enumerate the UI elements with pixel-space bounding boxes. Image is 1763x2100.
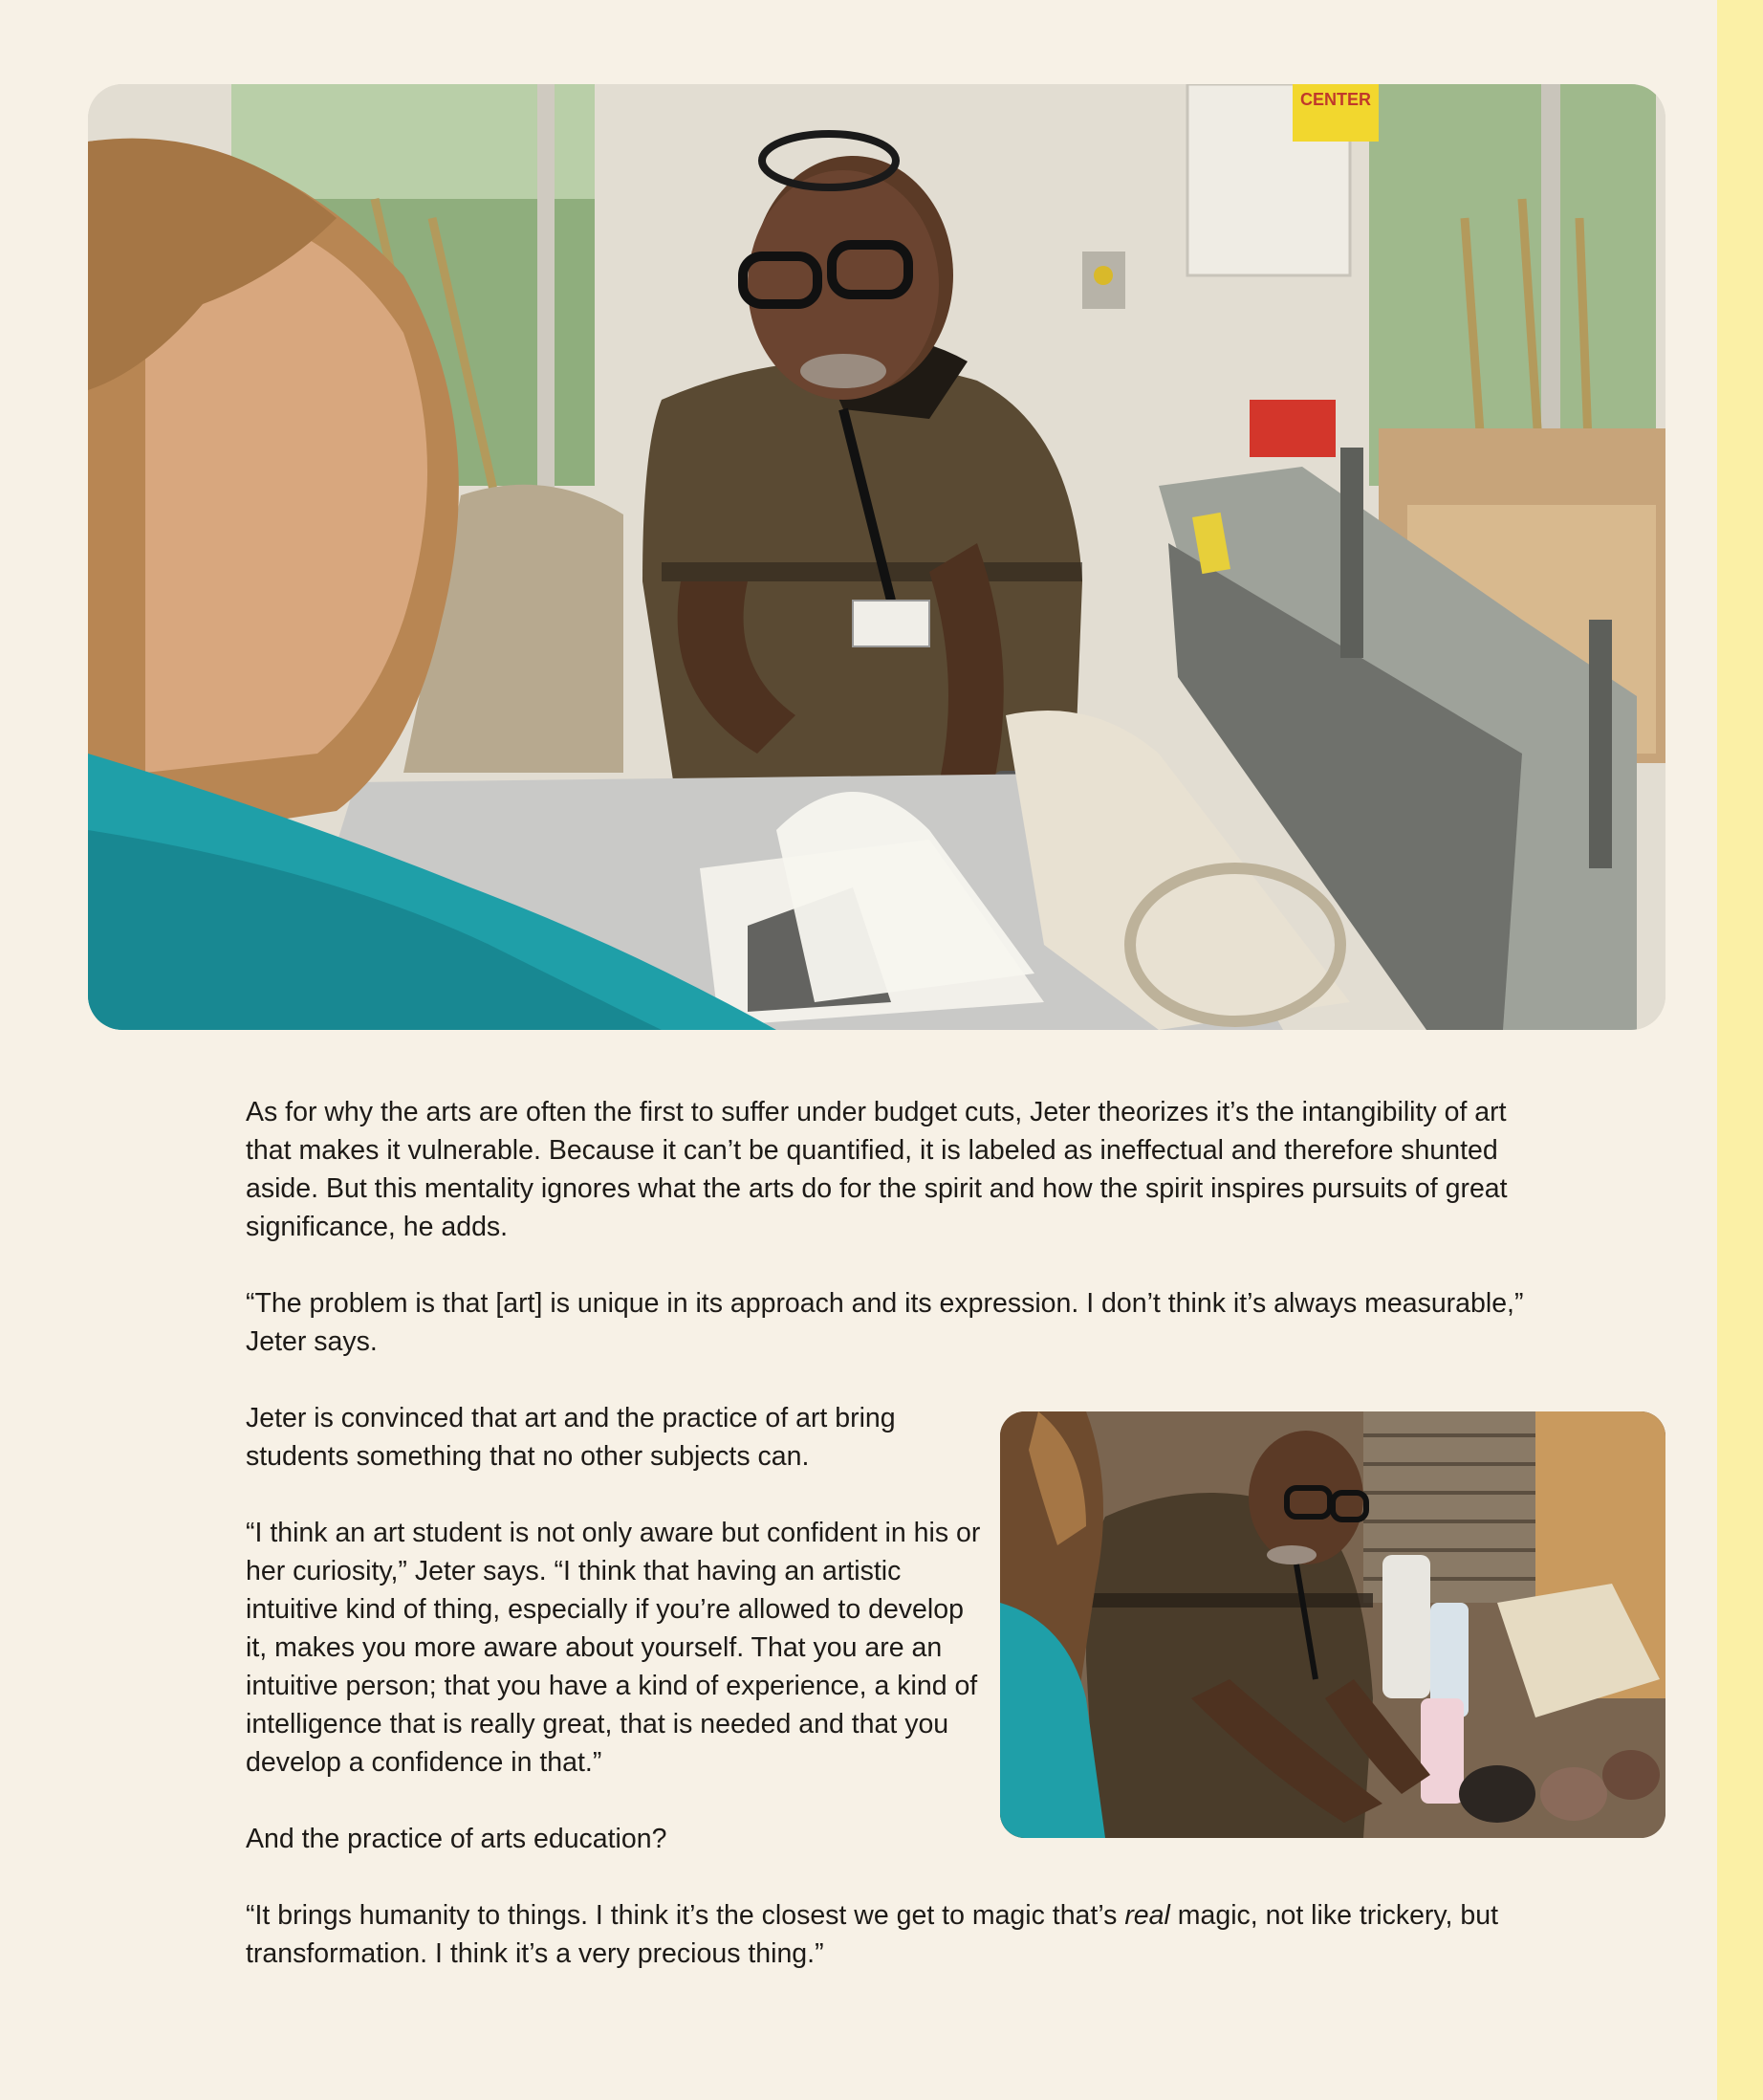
secondary-photo-illustration	[1000, 1411, 1665, 1838]
side-color-strip	[1717, 0, 1763, 2100]
main-photo	[88, 84, 1665, 1030]
article-paragraph-2: “The problem is that [art] is unique in its approach and its expression. I don’t think it’s always measurable,” Jeter says.	[246, 1288, 1524, 1357]
center-sign-text: CENTER	[1300, 90, 1372, 109]
paragraph-6-emphasis: real	[1124, 1900, 1170, 1931]
article-paragraph-4: “I think an art student is not only aware but confident in his or her curiosity,” Jeter says. “I think that having an artistic intuitive kind of thing, especially if you’re allowed to develop it, makes you more aware about yourself. That you are an intuitive person; that you have a kind of experience, a kind of intelligence that is really great, that is needed and that you develop a confidence in that.”	[246, 1518, 981, 1778]
secondary-photo	[1000, 1411, 1665, 1838]
article-paragraph-3: Jeter is convinced that art and the practice of art bring students something that no other subjects can.	[246, 1403, 896, 1472]
paragraph-6-tail: magic, not like trickery, but transformation. I think it’s a very precious thing.”	[246, 1900, 1499, 1969]
article-paragraph-6	[246, 1896, 1527, 1973]
article-paragraph-1: As for why the arts are often the first to suffer under budget cuts, Jeter theorizes it’s the intangibility of art that makes it vulnerable. Because it can’t be quantified, it is labeled as ineffectual and therefore shunted aside. But this mentality ignores what the arts do for the spirit and how the spirit inspires pursuits of great significance, he adds.	[246, 1097, 1508, 1242]
article-paragraph-5: And the practice of arts education?	[246, 1824, 667, 1854]
paragraph-6-lead: “It brings humanity to things. I think it’s the closest we get to magic that’s	[246, 1900, 1125, 1931]
main-photo-illustration	[88, 84, 1665, 1030]
